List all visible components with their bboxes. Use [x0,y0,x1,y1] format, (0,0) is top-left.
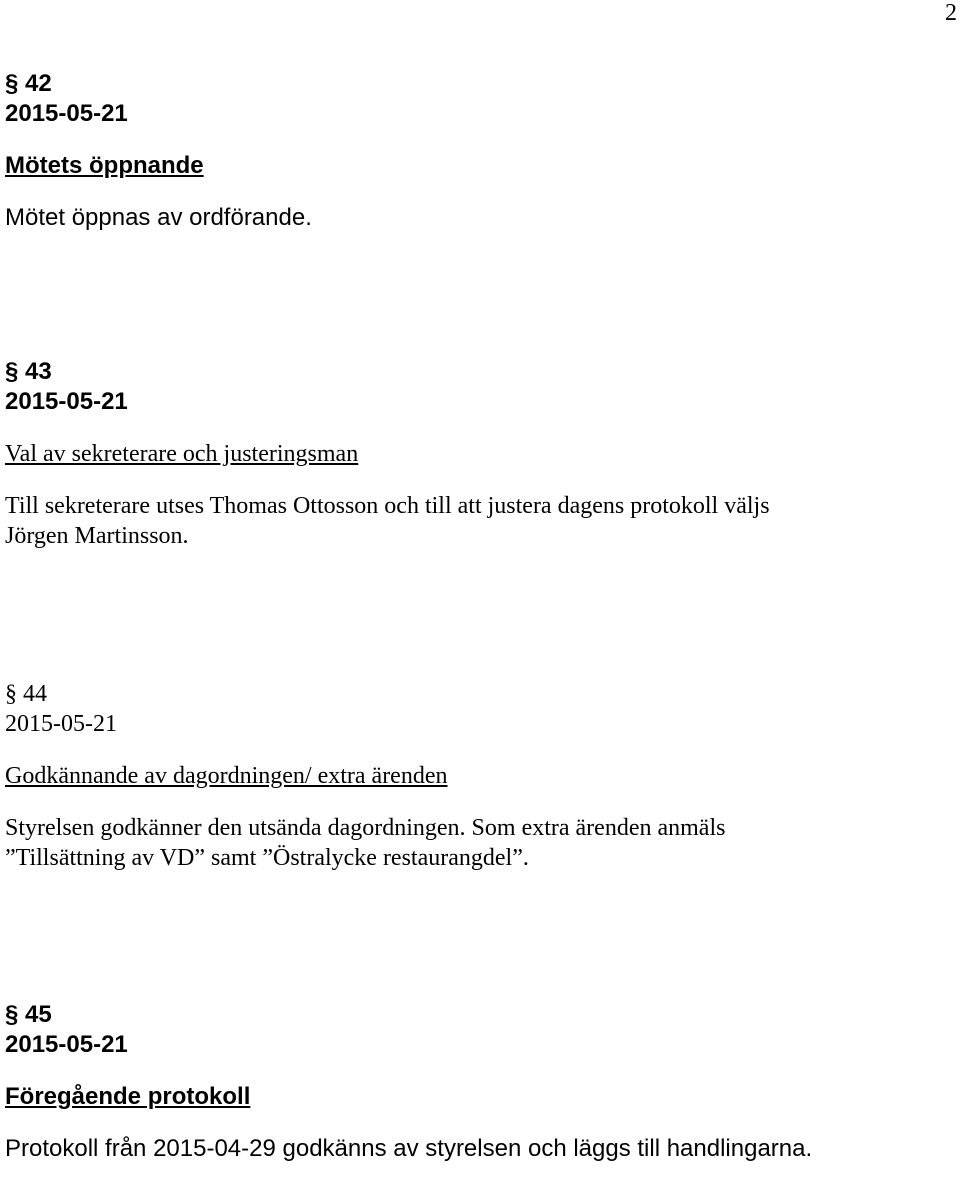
section-body-line: Styrelsen godkänner den utsända dagordningen. Som extra ärenden anmäls [5,815,726,841]
section-44 [5,679,950,873]
section-heading: Mötets öppnande [5,152,204,179]
section-body-line: Till sekreterare utses Thomas Ottosson och till att justera dagens protokoll väljs [5,493,770,519]
section-body-line: ”Tillsättning av VD” samt ”Östralycke restaurangdel”. [5,845,529,871]
section-body-line: Protokoll från 2015-04-29 godkänns av styrelsen och läggs till handlingarna. [5,1135,813,1162]
section-body-line: Mötet öppnas av ordförande. [5,204,312,231]
section-body-line: Jörgen Martinsson. [5,523,189,549]
section-heading: Godkännande av dagordningen/ extra ärenden [5,763,448,789]
section-date: 2015-05-21 [5,711,117,737]
section-42 [5,69,950,233]
section-date: 2015-05-21 [5,100,128,127]
section-43 [5,357,950,551]
paragraph-number: § 45 [5,1001,52,1028]
page-number: 2 [945,0,957,26]
section-date: 2015-05-21 [5,1031,128,1058]
section-heading: Föregående protokoll [5,1083,251,1110]
paragraph-number: § 43 [5,358,52,385]
paragraph-number: § 44 [5,681,47,707]
section-date: 2015-05-21 [5,388,128,415]
paragraph-number: § 42 [5,70,52,97]
section-45 [5,1000,950,1164]
section-heading: Val av sekreterare och justeringsman [5,441,359,467]
